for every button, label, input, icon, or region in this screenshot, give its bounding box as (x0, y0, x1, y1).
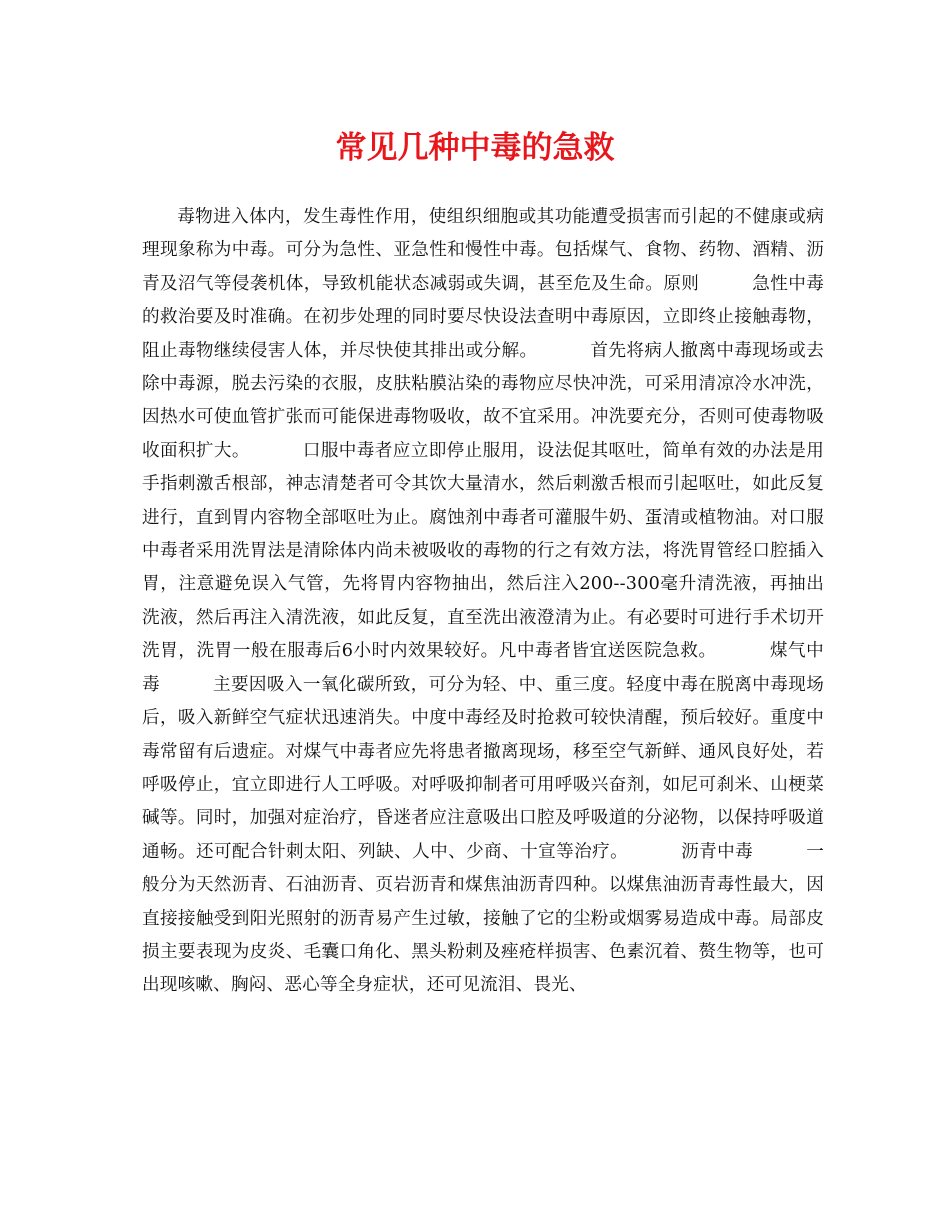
paragraph-principle: 急性中毒的救治要及时准确。在初步处理的同时要尽快设法查明中毒原因，立即终止接触毒物，阻止毒物继续侵害人体，并尽快使其排出或分解。 (142, 273, 824, 361)
heading-asphalt: 沥青中毒 (680, 841, 754, 862)
paragraph-intro: 毒物进入体内，发生毒性作用，使组织细胞或其功能遭受损害而引起的不健康或病理现象称为中毒。可分为急性、亚急性和慢性中毒。包括煤气、食物、药物、酒精、沥青及沼气等侵袭机体，导致机能状态减弱或失调，甚至危及生命。 (142, 207, 824, 294)
heading-gas: 煤气中毒 (142, 641, 824, 695)
document-body (142, 201, 824, 1003)
paragraph-gas: 主要因吸入一氧化碳所致，可分为轻、中、重三度。轻度中毒在脱离中毒现场后，吸入新鲜空气症状迅速消失。中度中毒经及时抢救可较快清醒，预后较好。重度中毒常留有后遗症。对煤气中毒者应先将患者撤离现场，移至空气新鲜、通风良好处，若呼吸停止，宜立即进行人工呼吸。对呼吸抑制者可用呼吸兴奋剂，如尼可刹米、山梗菜碱等。同时，加强对症治疗，昏迷者应注意吸出口腔及呼吸道的分泌物，以保持呼吸道通畅。还可配合针刺太阳、列缺、人中、少商、十宣等治疗。 (142, 674, 824, 862)
heading-principle: 原则 (663, 273, 700, 294)
paragraph-oral: 口服中毒者应立即停止服用，设法促其呕吐，简单有效的办法是用手指刺激舌根部，神志清楚者可令其饮大量清水，然后刺激舌根而引起呕吐，如此反复进行，直到胃内容物全部呕吐为止。腐蚀剂中毒者可灌服牛奶、蛋清或植物油。对口服中毒者采用洗胃法是清除体内尚未被吸收的毒物的行之有效方法，将洗胃管经口腔插入胃，注意避免误入气管，先将胃内容物抽出，然后注入200--300毫升清洗液，再抽出洗液，然后再注入清洗液，如此反复，直至洗出液澄清为止。有必要时可进行手术切开洗胃，洗胃一般在服毒后6小时内效果较好。凡中毒者皆宜送医院急救。 (142, 440, 825, 662)
paragraph-skin: 首先将病人撤离中毒现场或去除中毒源，脱去污染的衣服，皮肤粘膜沾染的毒物应尽快冲洗，可采用清凉冷水冲洗，因热水可使血管扩张而可能保进毒物吸收，故不宜采用。冲洗要充分，否则可使毒物吸收面积扩大。 (142, 340, 824, 461)
document-title: 常见几种中毒的急救 (335, 130, 615, 166)
paragraph-asphalt: 一般分为天然沥青、石油沥青、页岩沥青和煤焦油沥青四种。以煤焦油沥青毒性最大，因直接接触受到阳光照射的沥青易产生过敏，接触了它的尘粉或烟雾易造成中毒。局部皮损主要表现为皮炎、毛囊口角化、黑头粉刺及痤疮样损害、色素沉着、赘生物等，也可出现咳嗽、胸闷、恶心等全身症状，还可见流泪、畏光、 (142, 841, 824, 996)
